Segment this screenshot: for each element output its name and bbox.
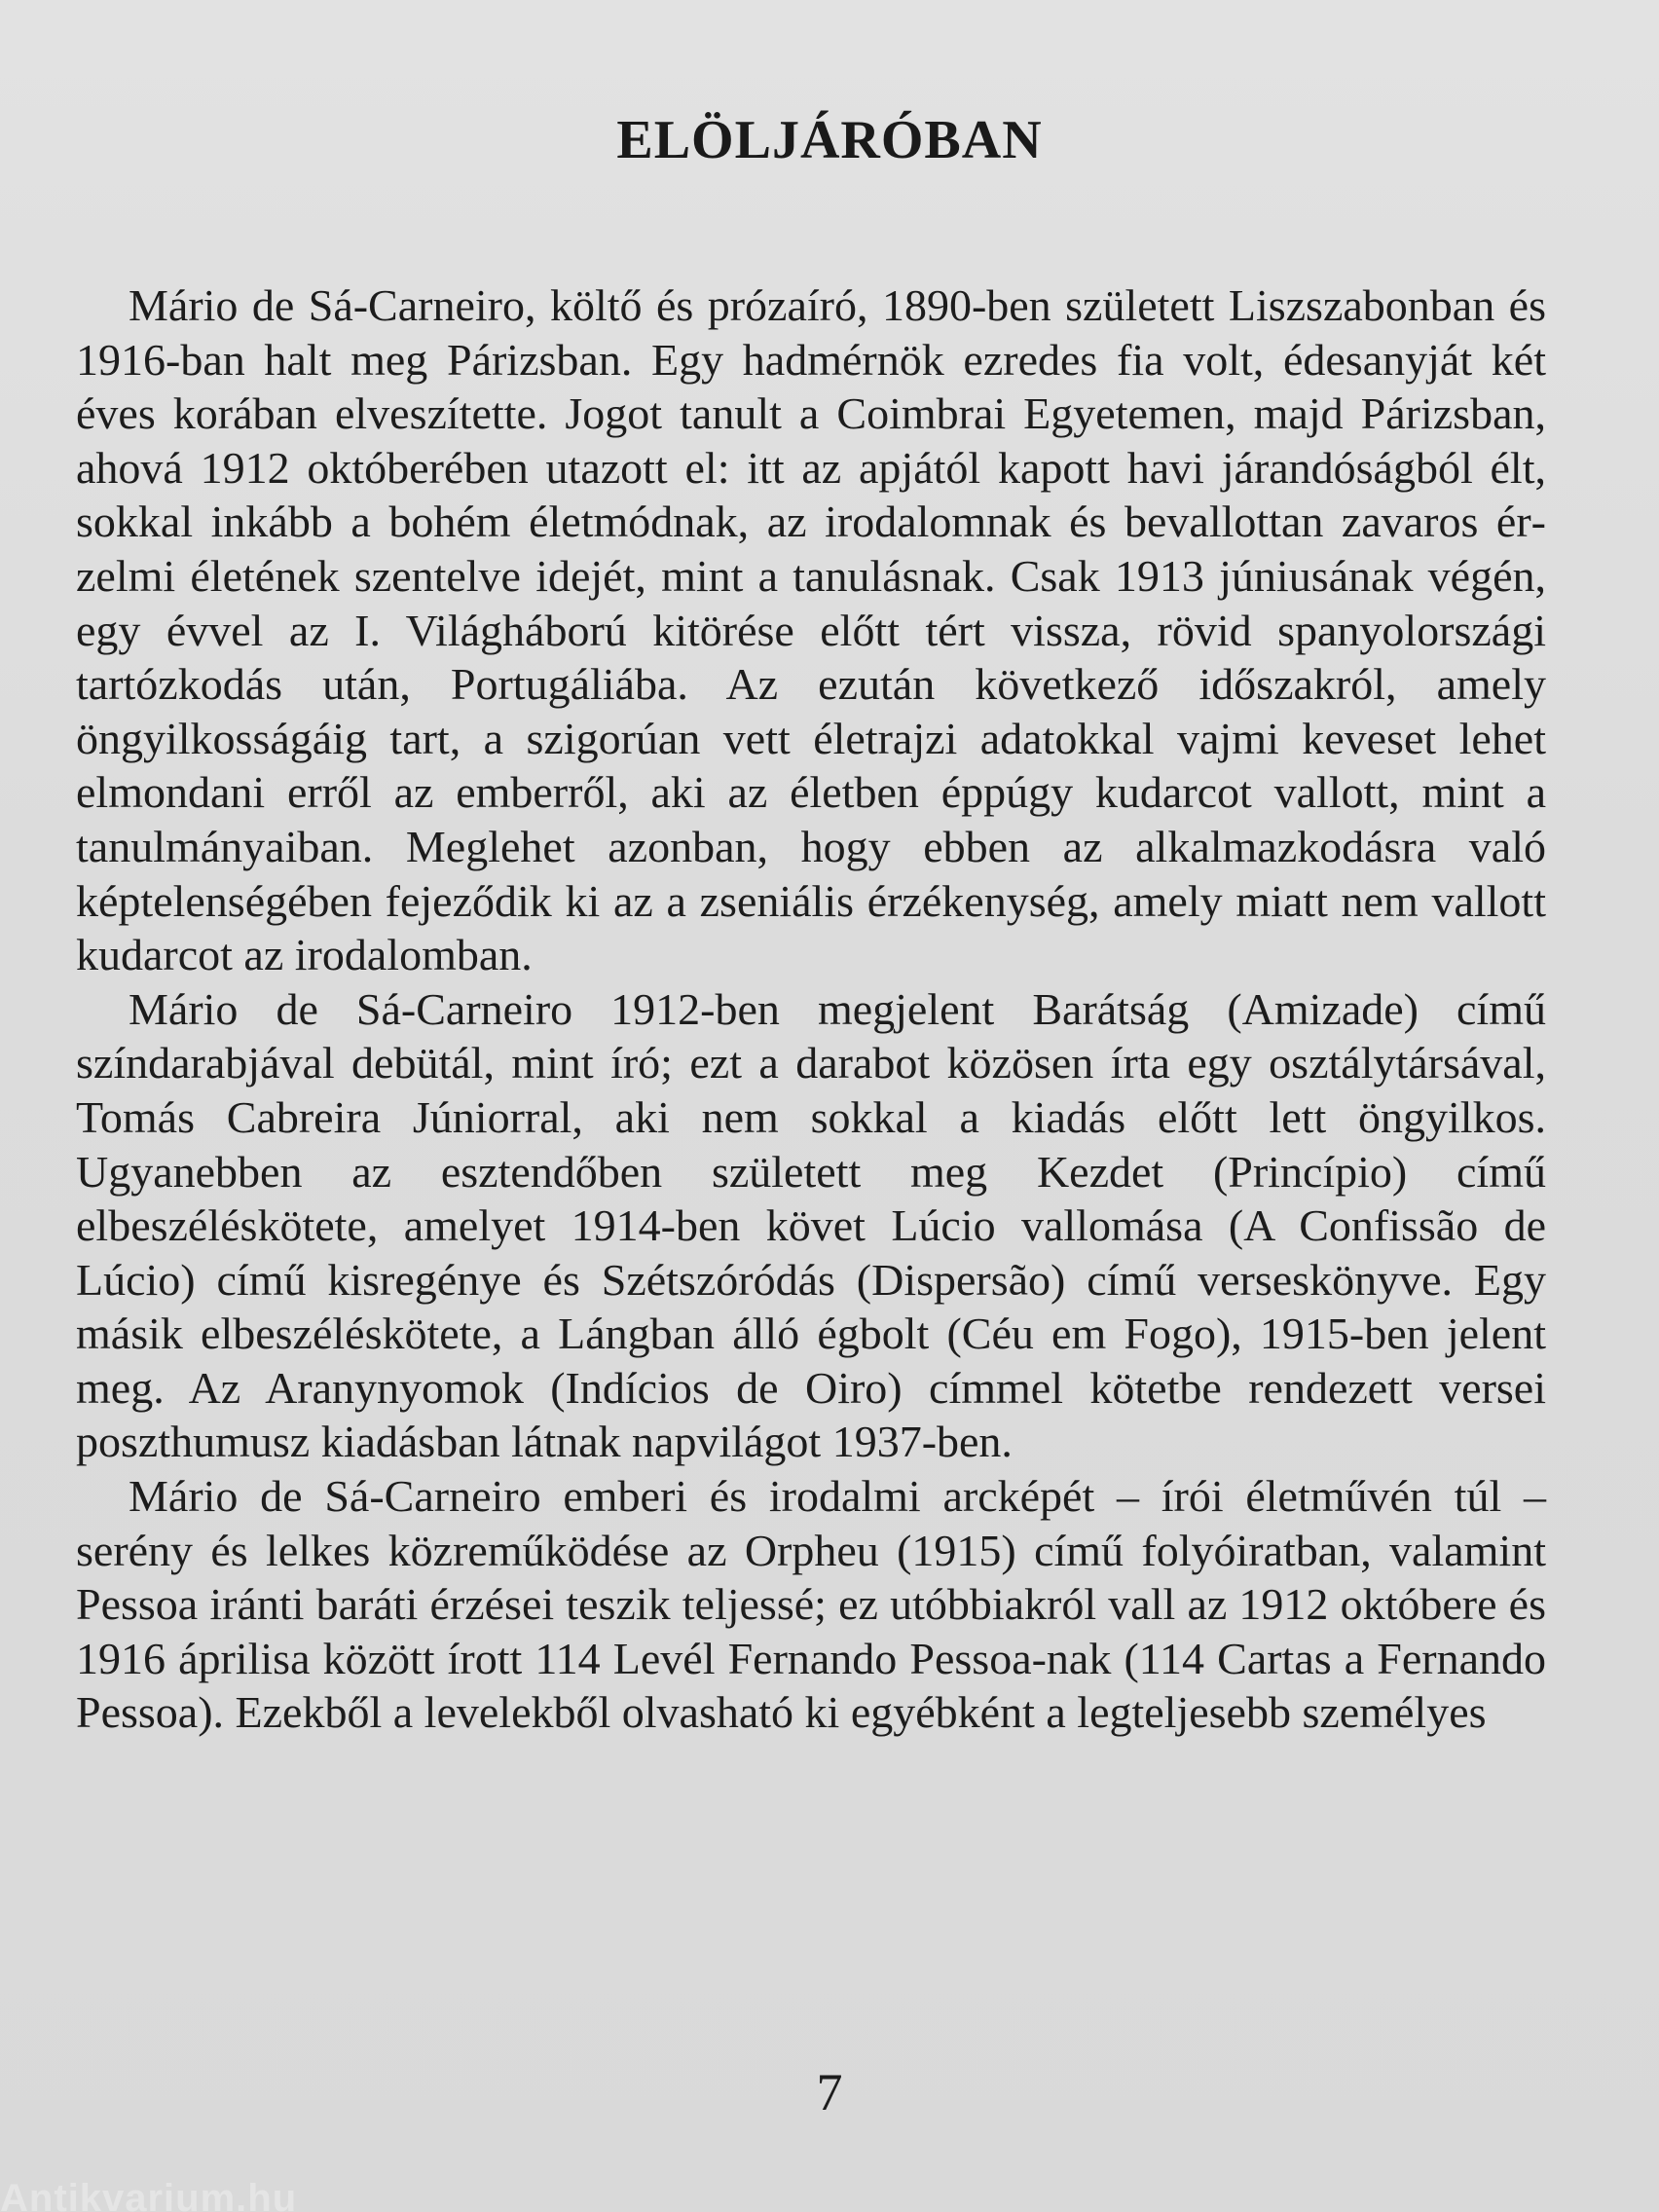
paragraph-1: Mário de Sá-Carneiro, költő és prózaíró, 1890-ben született Liszszabonban és 1916-ban halt meg Párizsban. Egy hadmérnök ezredes fia volt, édesanyját két éves korában elveszítette. Jogot tanult a Coimbrai Egyetemen, majd Párizsban, ahová 1912 októberében utazott el: itt az apjától kapott havi járandóságból élt, sokkal inkább a bohém életmódnak, az irodalomnak és bevallottan zavaros érzelmi életének szentelve idejét, mint a tanulásnak. Csak 1913 júniusának végén, egy évvel az I. Világháború kitörése előtt tért vissza, rövid spanyolországi tartózkodás után, Portugáliába. Az ezután következő időszakról, amely öngyilkosságáig tart, a szigorúan vett életrajzi adatokkal vajmi keveset lehet elmondani erről az emberről, aki az életben éppúgy kudarcot vallott, mint a tanulmányaiban. Meglehet azonban, hogy ebben az alkalmazkodásra való képtelenségében fejeződik ki az a zseniális érzékenység, amely miatt nem vallott kudarcot az irodalomban. <box>76 280 1546 980</box>
watermark: Antikvarium.hu <box>0 2177 298 2212</box>
paragraph-3: Mário de Sá-Carneiro emberi és irodalmi arcképét – írói életművén túl – serény és lelkes közreműködése az Orpheu (1915) című folyóiratban, valamint Pessoa iránti baráti érzései teszik teljessé; ez utóbbiakról vall az 1912 októbere és 1916 áprilisa között írott 114 Levél Fernando Pessoa-nak (114 Cartas a Fernando Pessoa). Ezekből a levelekből olvasható ki egyébként a legteljesebb személyes <box>76 1471 1546 1738</box>
paragraph-2: Mário de Sá-Carneiro 1912-ben megjelent Barátság (Amizade) című színdarabjával debütál, mint író; ezt a darabot közösen írta egy osztálytársával, Tomás Cabreira Júniorral, aki nem sokkal a kiadás előtt lett öngyilkos. Ugyanebben az esztendőben született meg Kezdet (Princípio) című elbeszéléskötete, amelyet 1914-ben követ Lúcio vallomása (A Confissão de Lúcio) című kisregénye és Szétszóródás (Dispersão) című verseskönyve. Egy másik elbeszéléskötete, a Lángban álló égbolt (Céu em Fogo), 1915-ben jelent meg. Az Aranynyomok (Indícios de Oiro) címmel kötetbe rendezett versei poszthumusz kiadásban látnak napvilágot 1937-ben. <box>76 983 1546 1467</box>
chapter-title: ELÖLJÁRÓBAN <box>616 110 1043 170</box>
page-number: 7 <box>816 2063 843 2121</box>
body-text <box>76 278 1546 1740</box>
